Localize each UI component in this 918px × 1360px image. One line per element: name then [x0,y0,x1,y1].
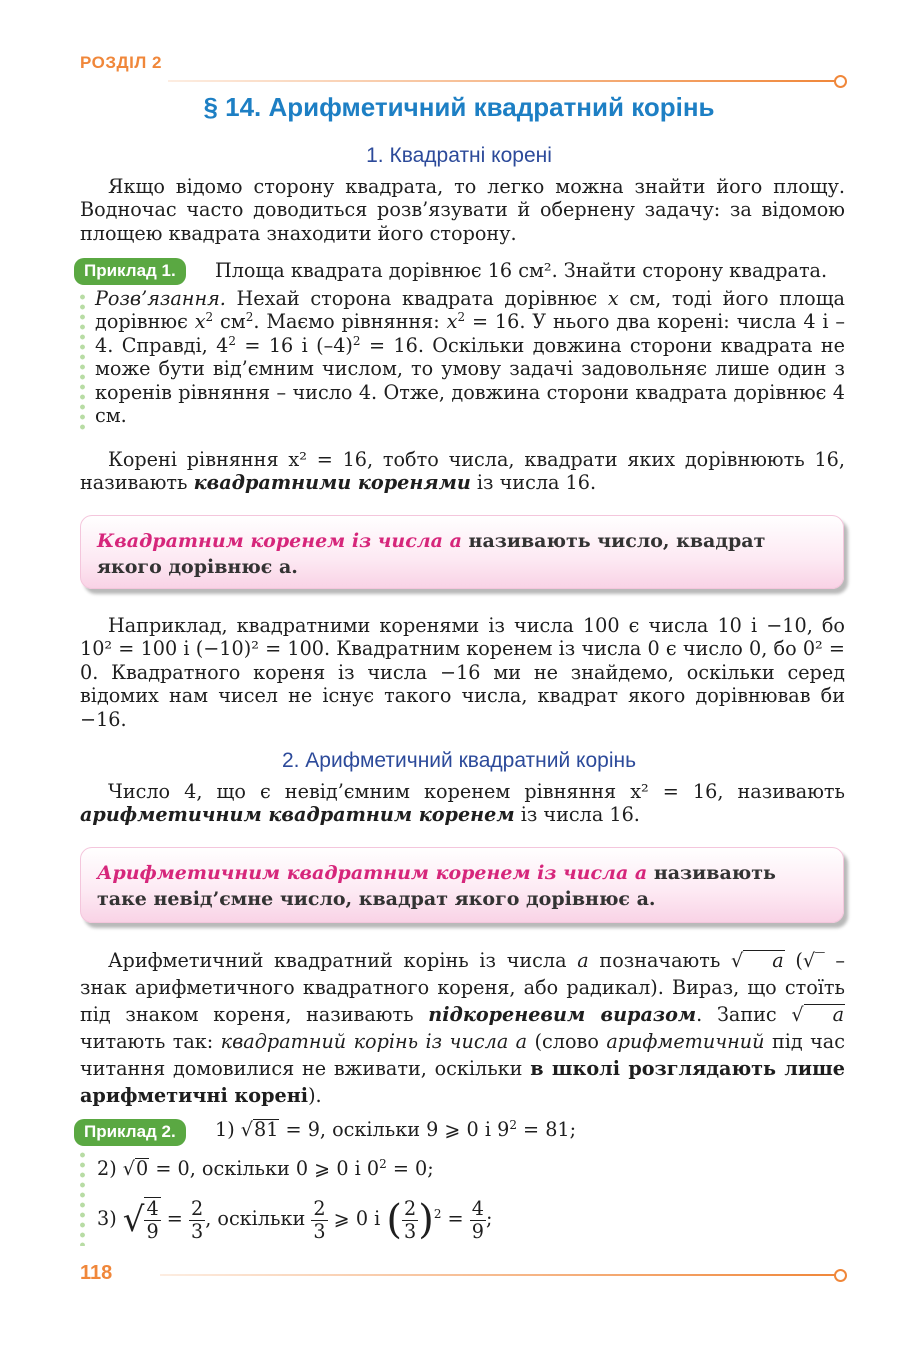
section-2-paragraph [80,780,845,827]
example-1-dotted-rule [80,292,85,434]
footer-rule [160,1274,836,1276]
chapter-title: § 14. Арифметичний квадратний корінь [203,92,715,122]
definition-1-term: Квадратним коренем із числа a [97,530,462,552]
example-1-label: Приклад 1. [74,258,186,285]
example-1-solution: Розв’язання. Нехай сторона квадрата дорівнює x см, тоді його площа дорівнює $x^2$ $см^2$. Маємо рівняння: $x^2 = 16$. У нього два корені: числа 4 і –4. Справді, $4^2 = 16$ і $(-4)^2 = 16$. Оскільки довжина сторони квадрата не може бути від’ємним числом, то умову задачі задовольняє лише один з коренів рівняння – число 4. Отже, довжина сторони квадрата дорівнює 4 см. [95,287,845,428]
subsection-1-title: 1. Квадратні корені [366,144,552,167]
definition-1-text: називають число, квадрат якого дорівнює a. [97,530,766,578]
solution-word: Розв’язання. [95,287,226,310]
roots-text-a: Корені рівняння x² = 16, тобто числа, квадрати яких дорівнюють 16, називають [80,448,845,495]
page-number: 118 [80,1262,113,1284]
intro-paragraph [80,175,845,245]
definition-box-2 [80,847,844,923]
example-2-item-2: 2) √0 = 0, оскільки 0 ⩾ 0 і $0^2 = 0$; [97,1157,434,1180]
example-2-dotted-rule [80,1150,85,1246]
roots-term: квадратними коренями [193,471,471,495]
roots-paragraph [80,448,845,495]
footer-rule-end-icon [834,1269,847,1282]
definition-box-1 [80,515,844,589]
example-1-task: Площа квадрата дорівнює 16 см². Знайти сторону квадрата. [215,259,828,282]
s2-text-a: Число 4, що є невід’ємним коренем рівняння x² = 16, називають [108,780,845,803]
example-2-item-3: 3) √ $\frac{4}{9}$ = $\frac{2}{3}$ , оскільки $\frac{2}{3}$ ⩾ 0 і ( $\frac{2}{3}$ )$^2$ = $\frac{4}{9}$ ; [97,1196,493,1243]
example-2-item-1: 1) √81 = 9, оскільки 9 ⩾ 0 і $9^2 = 81$; [215,1118,577,1141]
roots-text-c: із числа 16. [476,471,597,495]
example-2-label: Приклад 2. [74,1119,186,1146]
subroot-term: підкореневим виразом [428,1003,697,1026]
definition-2-text: називають таке невід’ємне число, квадрат якого дорівнює a. [97,862,776,910]
example-paragraph-text: Наприклад, квадратними коренями із числа 100 є числа 10 і −10, бо 10² = 100 і (−10)² = 100. Квадратним коренем із числа 0 є число 0, бо 0² = 0. Квадратного кореня із числа −16 ми не знайдемо, оскільки серед відомих нам чисел не існує такого числа, квадрат якого дорівнював би −16. [80,614,845,731]
definition-2-term: Арифметичним квадратним коренем із числа a [97,862,648,884]
notation-paragraph: Арифметичний квадратний корінь із числа a позначають √ a (√‾ – знак арифметичного квадратного кореня, або радикал). Вираз, що стоїть під знаком кореня, називають підкореневим виразом. Запис √ a читають так: квадратний корінь із числа a (слово арифметичний під час читання домовилися не вживати, оскільки в школі розглядають лише арифметичні корені). [80,949,845,1107]
s2-term: арифметичним квадратним коренем [80,803,515,827]
section-label: РОЗДІЛ 2 [80,53,162,72]
header-rule [168,80,836,82]
s2-text-c: із числа 16. [520,803,640,827]
intro-text: Якщо відомо сторону квадрата, то легко можна знайти його площу. Водночас часто доводиться розв’язувати й обернену задачу: за відомою площею квадрата знаходити його сторону. [80,175,845,245]
school-note: в школі розглядають лише арифметичні корені [80,1057,845,1107]
subsection-2-title: 2. Арифметичний квадратний корінь [281,749,637,772]
reading-phrase: квадратний корінь із числа a [220,1030,528,1053]
header-rule-end-icon [834,75,847,88]
example-paragraph [80,614,845,731]
